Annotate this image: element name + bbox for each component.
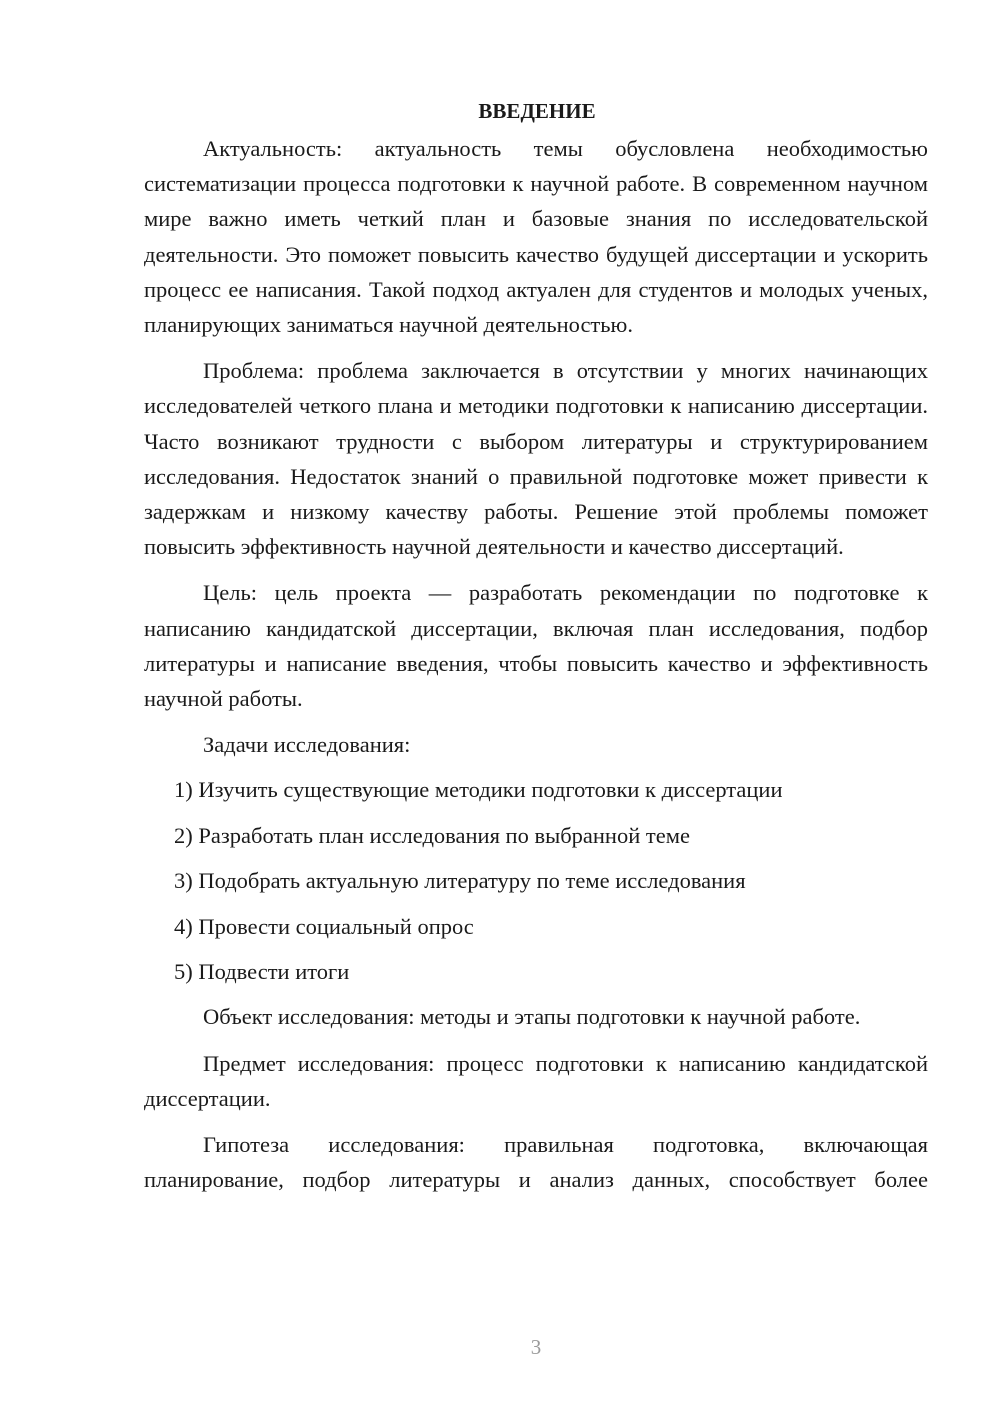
paragraph-problem: Проблема: проблема заключается в отсутствии у многих начинающих исследователей четкого плана и методики подготовки к написанию диссертации. Часто возникают трудности с выбором литературы и структурированием исследования. Недостаток знаний о правильной подготовке может привести к задержкам и низкому качеству работы. Решение этой проблемы поможет повысить эффективность научной деятельности и качество диссертаций. (144, 358, 928, 560)
paragraph-relevance: Актуальность: актуальность темы обусловлена необходимостью систематизации процесса подготовки к научной работе. В современном научном мире важно иметь четкий план и базовые знания по исследовательской деятельности. Это поможет повысить качество будущей диссертации и ускорить процесс ее написания. Такой подход актуален для студентов и молодых ученых, планирующих заниматься научной деятельностью. (144, 136, 928, 338)
task-item-5: 5) Подвести итоги (174, 959, 350, 985)
paragraph-object: Объект исследования: методы и этапы подготовки к научной работе. (203, 1004, 861, 1030)
tasks-title: Задачи исследования: (203, 732, 411, 758)
task-item-4: 4) Провести социальный опрос (174, 913, 474, 939)
task-item-1: 1) Изучить существующие методики подготовки к диссертации (174, 777, 783, 803)
section-heading: ВВЕДЕНИЕ (478, 99, 596, 123)
paragraph-subject: Предмет исследования: процесс подготовки к написанию кандидатской диссертации. (144, 1050, 928, 1111)
task-item-2: 2) Разработать план исследования по выбранной теме (174, 822, 690, 848)
paragraph-hypothesis: Гипотеза исследования: правильная подготовка, включающая планирование, подбор литературы и анализ данных, способствует более (144, 1132, 928, 1193)
paragraph-goal: Цель: цель проекта — разработать рекомендации по подготовке к написанию кандидатской диссертации, включая план исследования, подбор литературы и написание введения, чтобы повысить качество и эффективность научной работы. (144, 580, 928, 712)
page-content (144, 96, 928, 1197)
task-item-3: 3) Подобрать актуальную литературу по теме исследования (174, 868, 746, 894)
page-number: 3 (530, 1335, 542, 1359)
